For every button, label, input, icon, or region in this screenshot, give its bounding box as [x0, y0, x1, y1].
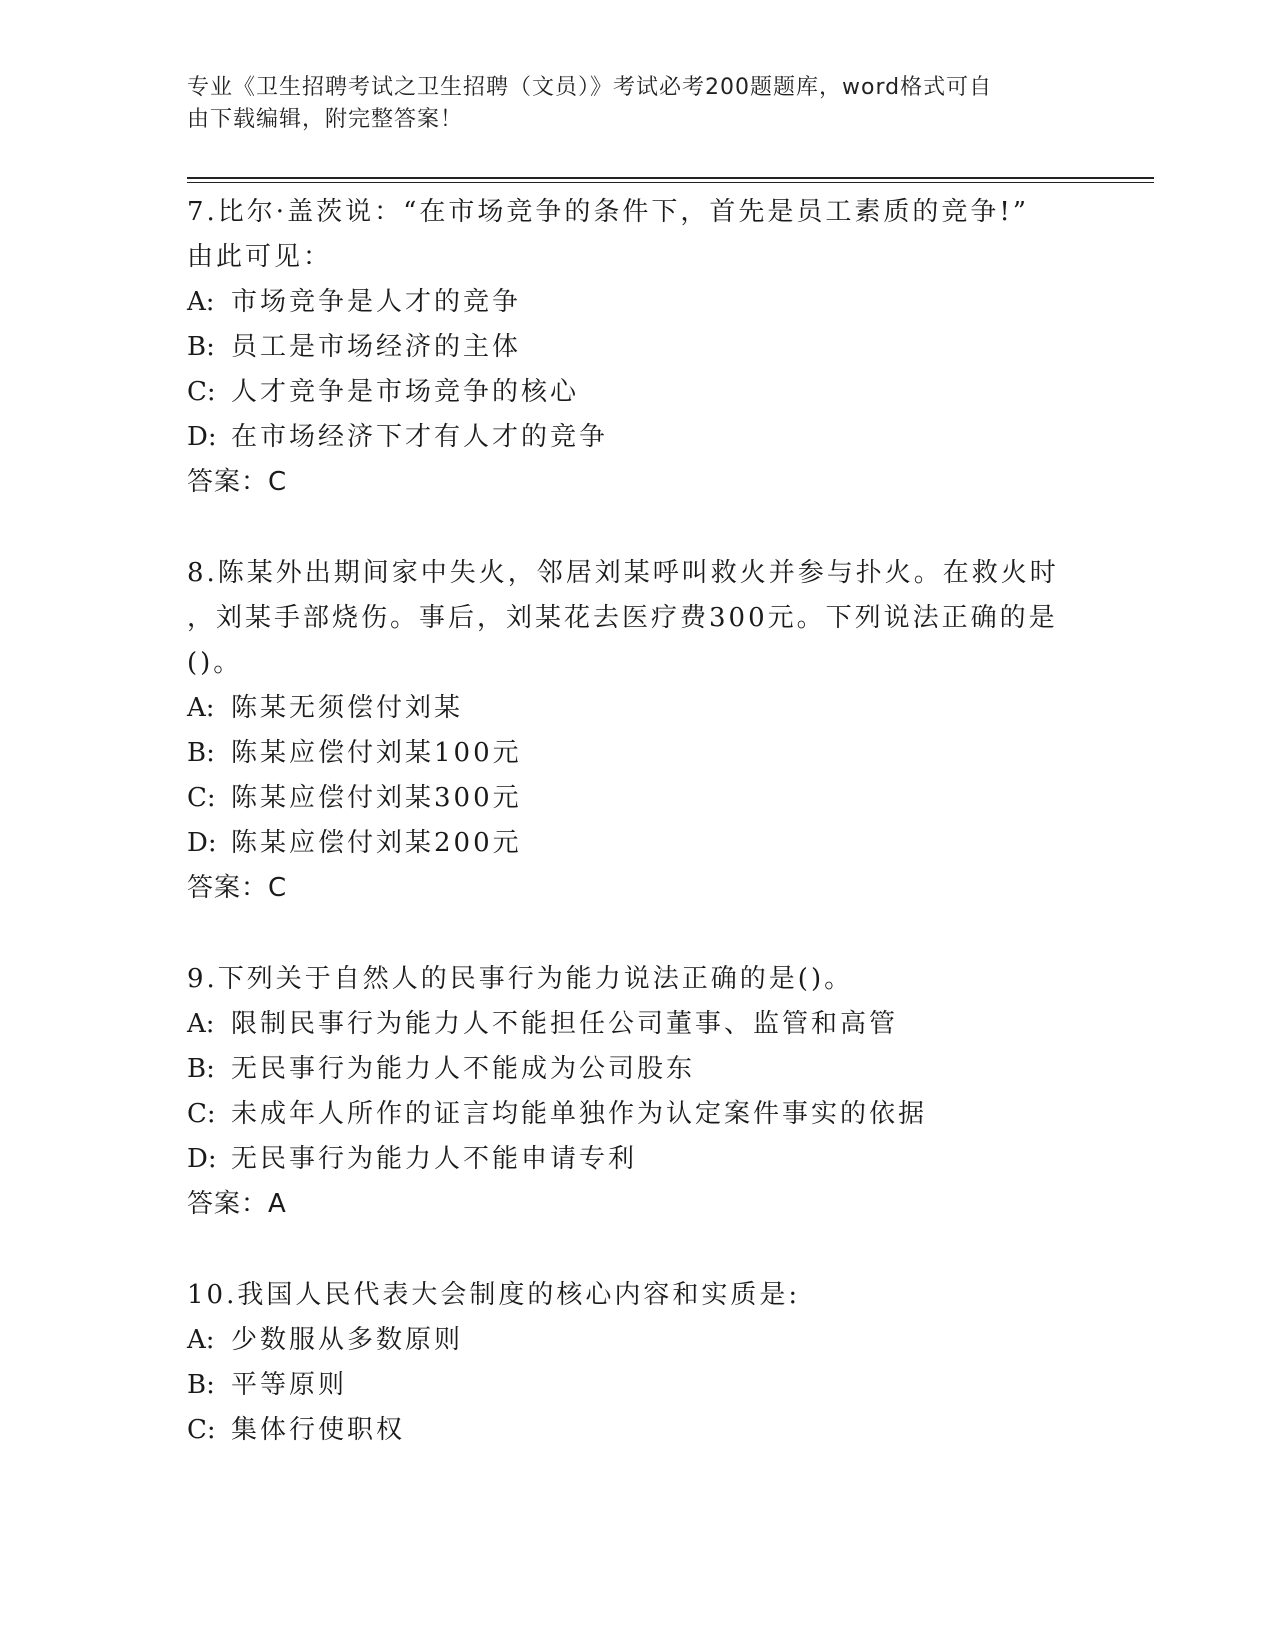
option-d: [187, 415, 1067, 460]
header-line-2: 由下载编辑，附完整答案！: [187, 107, 464, 132]
option-text: 员工是市场经济的主体: [231, 332, 522, 362]
option-text: 陈某应偿付刘某100元: [231, 738, 522, 768]
document-header: [187, 72, 1067, 136]
option-key: C:: [187, 377, 216, 407]
option-a: [187, 686, 1067, 731]
option-text: 市场竞争是人才的竞争: [231, 287, 522, 317]
option-b: [187, 325, 1067, 370]
answer-line: 答案：C: [187, 467, 288, 497]
question-8: [187, 551, 1067, 911]
question-stem-line: 8.陈某外出期间家中失火，邻居刘某呼叫救火并参与扑火。在救火时: [187, 558, 1059, 588]
header-divider-thick: [187, 177, 1154, 179]
option-a: [187, 1002, 1067, 1047]
option-b: [187, 1363, 1067, 1408]
question-stem-line: 7.比尔·盖茨说：“在市场竞争的条件下，首先是员工素质的竞争!”: [187, 197, 1030, 227]
option-key: D:: [187, 1144, 217, 1174]
option-text: 在市场经济下才有人才的竞争: [231, 422, 609, 452]
question-stem-line: 由此可见：: [187, 242, 333, 272]
option-text: 陈某应偿付刘某300元: [231, 783, 522, 813]
option-text: 陈某应偿付刘某200元: [231, 828, 522, 858]
option-key: D:: [187, 828, 217, 858]
option-text: 无民事行为能力人不能申请专利: [231, 1144, 638, 1174]
option-a: [187, 1318, 1067, 1363]
option-text: 少数服从多数原则: [231, 1325, 464, 1355]
option-key: C:: [187, 783, 216, 813]
option-text: 陈某无须偿付刘某: [231, 693, 464, 723]
question-stem-line: 10.我国人民代表大会制度的核心内容和实质是:: [187, 1280, 801, 1310]
option-b: [187, 731, 1067, 776]
question-list: [187, 190, 1067, 1499]
option-key: B:: [187, 1054, 215, 1084]
option-d: [187, 821, 1067, 866]
option-c: [187, 1408, 1067, 1453]
question-7: [187, 190, 1067, 505]
question-10: [187, 1273, 1067, 1453]
question-stem-line: 9.下列关于自然人的民事行为能力说法正确的是()。: [187, 964, 854, 994]
option-key: A:: [187, 1325, 215, 1355]
option-key: A:: [187, 287, 215, 317]
option-key: A:: [187, 1009, 215, 1039]
answer-line: 答案：C: [187, 873, 288, 903]
header-line-1: 专业《卫生招聘考试之卫生招聘（文员）》考试必考200题题库，word格式可自: [187, 75, 993, 100]
option-a: [187, 280, 1067, 325]
question-stem-line: ，刘某手部烧伤。事后，刘某花去医疗费300元。下列说法正确的是: [187, 603, 1058, 633]
option-key: B:: [187, 738, 215, 768]
option-text: 集体行使职权: [231, 1415, 406, 1445]
option-c: [187, 776, 1067, 821]
option-key: D:: [187, 422, 217, 452]
option-c: [187, 370, 1067, 415]
option-text: 未成年人所作的证言均能单独作为认定案件事实的依据: [231, 1099, 928, 1129]
option-c: [187, 1092, 1067, 1137]
option-key: C:: [187, 1415, 216, 1445]
question-9: [187, 957, 1067, 1227]
answer-line: 答案：A: [187, 1189, 287, 1219]
option-text: 限制民事行为能力人不能担任公司董事、监管和高管: [231, 1009, 899, 1039]
option-text: 人才竞争是市场竞争的核心: [231, 377, 580, 407]
option-b: [187, 1047, 1067, 1092]
option-d: [187, 1137, 1067, 1182]
option-key: B:: [187, 1370, 215, 1400]
option-key: B:: [187, 332, 215, 362]
question-stem-line: ()。: [187, 648, 243, 678]
option-key: A:: [187, 693, 215, 723]
option-text: 平等原则: [231, 1370, 348, 1400]
header-divider-thin: [187, 182, 1154, 183]
option-key: C:: [187, 1099, 216, 1129]
option-text: 无民事行为能力人不能成为公司股东: [231, 1054, 696, 1084]
